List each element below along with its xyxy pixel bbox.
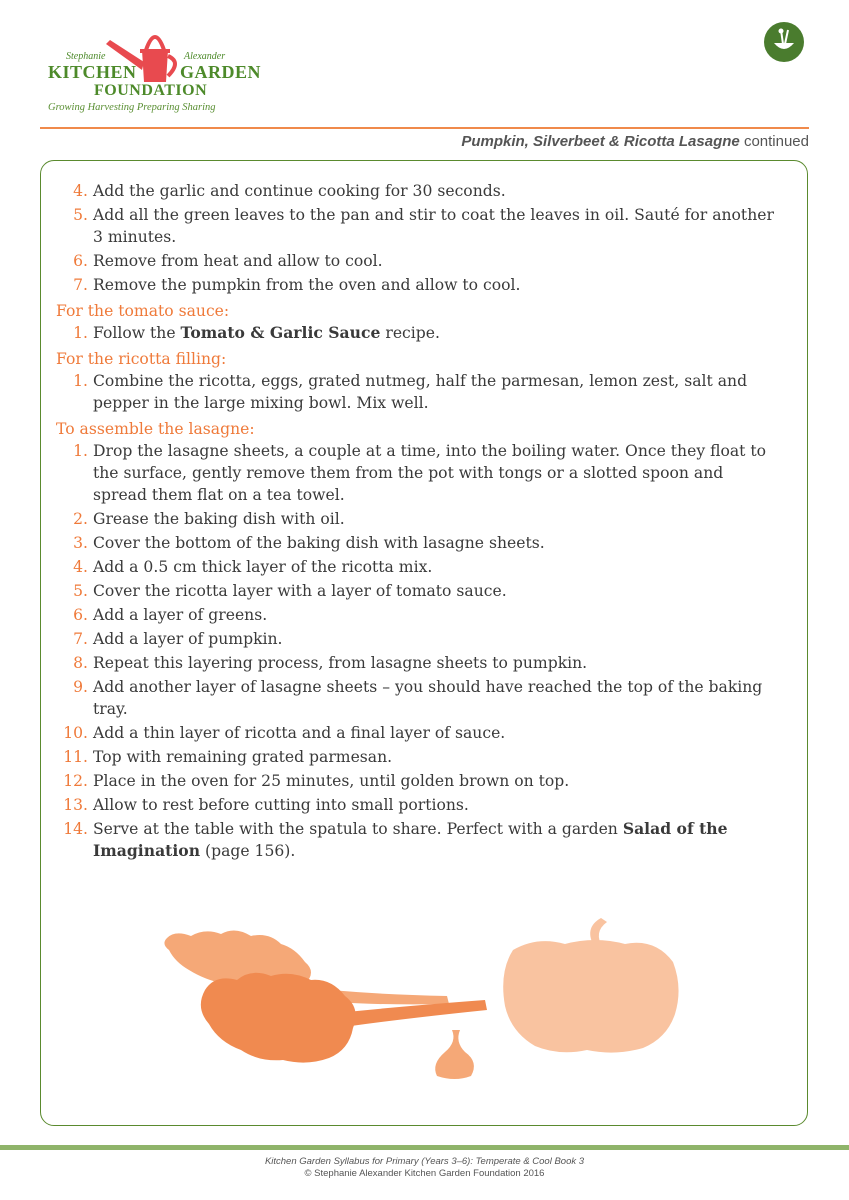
steps-top-list: [56, 180, 776, 296]
step-number: 1.: [73, 442, 88, 460]
recipe-title: Pumpkin, Silverbeet & Ricotta Lasagne: [461, 133, 740, 150]
step-text: Remove from heat and allow to cool.: [93, 252, 383, 270]
running-head: [461, 133, 809, 150]
garlic-icon: [435, 1030, 474, 1079]
ricotta-filling-heading: For the ricotta filling:: [56, 350, 227, 368]
assemble-heading: To assemble the lasagne:: [56, 420, 255, 438]
list-item: [56, 628, 776, 650]
step-text: Add a thin layer of ricotta and a final layer of sauce.: [93, 724, 506, 742]
list-item: [56, 274, 776, 296]
continued-label: continued: [743, 133, 809, 150]
cooking-bowl-icon: [764, 22, 804, 62]
page-footer: [0, 1156, 849, 1180]
list-item: [56, 204, 776, 248]
step-text: Allow to rest before cutting into small portions.: [93, 796, 469, 814]
step-text: Add the garlic and continue cooking for 30 seconds.: [93, 182, 506, 200]
step-number: 4.: [73, 558, 88, 576]
list-item: [56, 676, 776, 720]
logo-kitchen: KITCHEN: [48, 62, 137, 82]
step-text: Drop the lasagne sheets, a couple at a time, into the boiling water. Once they float to the surface, gently remove them from the pot with tongs or a slotted spoon and spread them flat on a tea towel.: [93, 442, 767, 504]
step-text: Repeat this layering process, from lasagne sheets to pumpkin.: [93, 654, 588, 672]
step-text: Grease the baking dish with oil.: [93, 510, 345, 528]
step-number: 10.: [63, 724, 88, 742]
list-item: [56, 770, 776, 792]
pumpkin-icon: [503, 918, 678, 1053]
step-text: Add a 0.5 cm thick layer of the ricotta mix.: [93, 558, 433, 576]
foundation-logo: [46, 22, 266, 122]
list-item: [56, 580, 776, 602]
step-number: 13.: [63, 796, 88, 814]
step-number: 8.: [73, 654, 88, 672]
list-item: [56, 250, 776, 272]
tomato-list: [56, 322, 776, 344]
list-item: [56, 818, 776, 862]
list-item: [56, 556, 776, 578]
step-number: 14.: [63, 820, 88, 838]
step-number: 11.: [63, 748, 88, 766]
list-item: [56, 604, 776, 626]
step-text: Top with remaining grated parmesan.: [93, 748, 393, 766]
step-number: 1.: [73, 324, 88, 342]
step-number: 5.: [73, 206, 88, 224]
logo-tagline: Growing Harvesting Preparing Sharing: [48, 102, 216, 113]
footer-rule: [0, 1145, 849, 1150]
list-item: [56, 746, 776, 768]
footer-copyright: © Stephanie Alexander Kitchen Garden Foundation 2016: [304, 1168, 545, 1179]
footer-book-title: Kitchen Garden Syllabus for Primary (Years 3–6): Temperate & Cool Book 3: [264, 1156, 585, 1167]
logo-garden: GARDEN: [180, 62, 262, 82]
tomato-sauce-heading: For the tomato sauce:: [56, 302, 230, 320]
step-number: 1.: [73, 372, 88, 390]
silverbeet-dark-icon: [201, 973, 487, 1063]
step-number: 7.: [73, 276, 88, 294]
step-number: 9.: [73, 678, 88, 696]
recipe-reference: Tomato & Garlic Sauce: [180, 323, 381, 342]
step-number: 7.: [73, 630, 88, 648]
step-number: 5.: [73, 582, 88, 600]
step-number: 4.: [73, 182, 88, 200]
ricotta-list: [56, 370, 776, 414]
step-text: Cover the bottom of the baking dish with lasagne sheets.: [93, 534, 545, 552]
logo-alexander: Alexander: [184, 51, 226, 62]
list-item: [56, 508, 776, 530]
list-item: [56, 722, 776, 744]
logo-stephanie: Stephanie: [66, 51, 106, 62]
step-text-post: (page 156).: [200, 842, 296, 860]
step-number: 6.: [73, 252, 88, 270]
step-text-pre: Serve at the table with the spatula to share. Perfect with a garden: [93, 820, 623, 838]
list-item: [56, 370, 776, 414]
step-number: 3.: [73, 534, 88, 552]
list-item: [56, 794, 776, 816]
step-text: Add another layer of lasagne sheets – you should have reached the top of the baking tray.: [93, 678, 763, 718]
recipe-reference: Salad of the Imagination: [93, 819, 728, 860]
list-item: [56, 322, 776, 344]
step-text: Place in the oven for 25 minutes, until golden brown on top.: [93, 772, 570, 790]
assemble-list: [56, 440, 776, 862]
step-text: Combine the ricotta, eggs, grated nutmeg, half the parmesan, lemon zest, salt and pepper in the large mixing bowl. Mix well.: [93, 372, 748, 412]
list-item: [56, 652, 776, 674]
step-number: 2.: [73, 510, 88, 528]
step-text-pre: Follow the: [93, 324, 181, 342]
step-text: Remove the pumpkin from the oven and allow to cool.: [93, 276, 521, 294]
list-item: [56, 532, 776, 554]
list-item: [56, 180, 776, 202]
header-rule: [40, 127, 809, 129]
step-text: Add all the green leaves to the pan and stir to coat the leaves in oil. Sauté for another 3 minutes.: [93, 206, 774, 246]
list-item: [56, 440, 776, 506]
vegetables-illustration: [155, 910, 685, 1090]
step-number: 12.: [63, 772, 88, 790]
step-text: Add a layer of greens.: [93, 606, 268, 624]
logo-foundation: FOUNDATION: [94, 82, 208, 99]
step-text: Cover the ricotta layer with a layer of tomato sauce.: [93, 582, 507, 600]
step-text: Add a layer of pumpkin.: [93, 630, 283, 648]
step-text-post: recipe.: [380, 324, 440, 342]
recipe-method: [56, 180, 776, 864]
step-number: 6.: [73, 606, 88, 624]
